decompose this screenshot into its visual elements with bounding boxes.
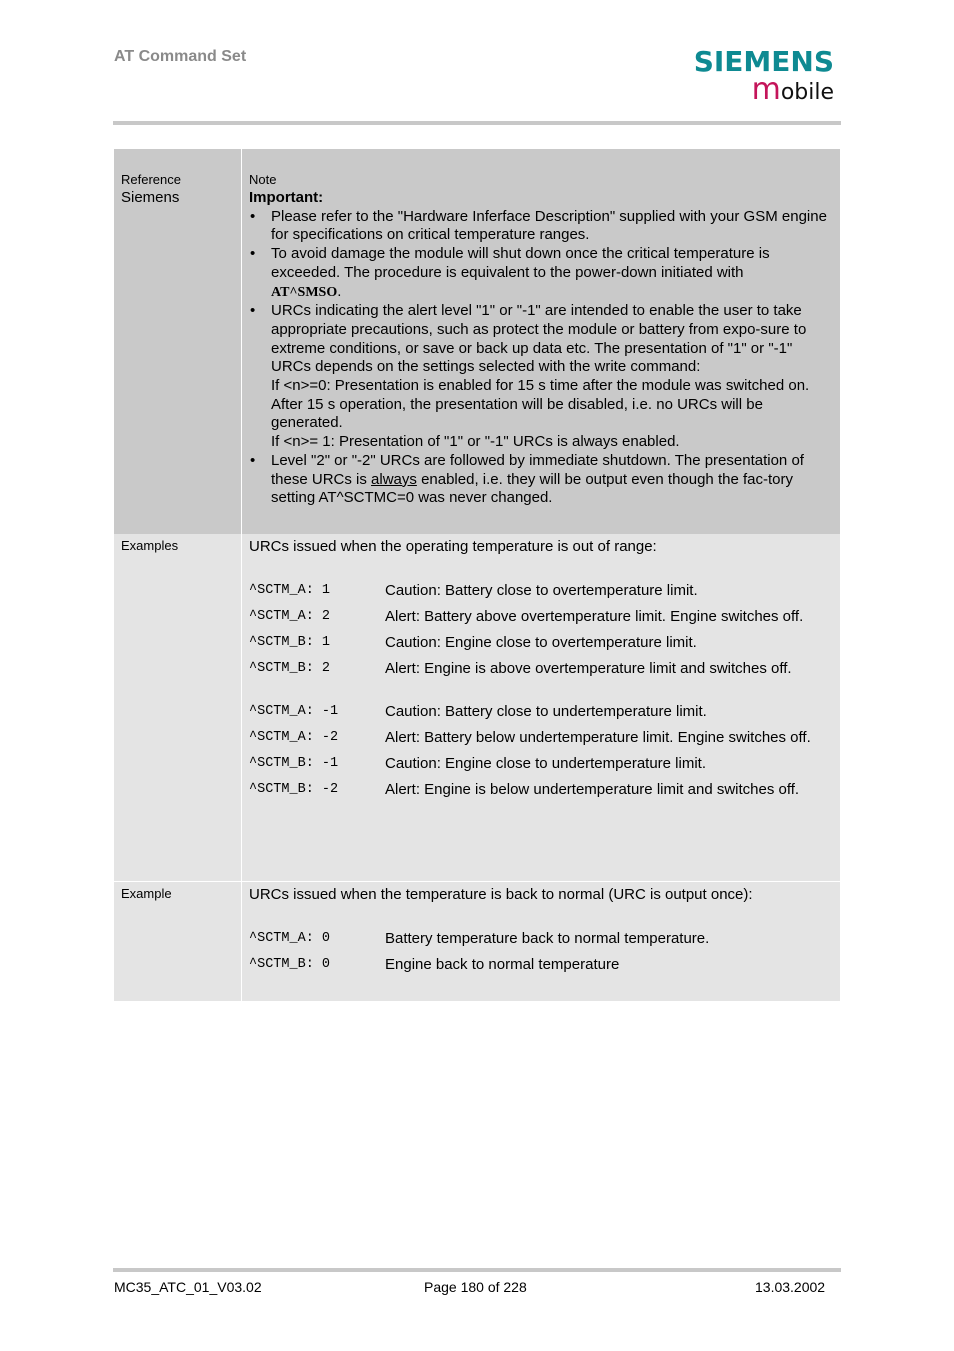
example-label: Example bbox=[121, 886, 172, 901]
note-bullet: • Please refer to the "Hardware Inferface Description" supplied with your GSM engine for specifications on critical temperature ranges. bbox=[271, 208, 834, 245]
example-line: ^SCTM_B: -1 Caution: Engine close to undertemperature limit. bbox=[249, 755, 707, 773]
example-line: ^SCTM_B: 1 Caution: Engine close to overtemperature limit. bbox=[249, 633, 697, 651]
reference-label: Reference bbox=[121, 172, 181, 187]
reference-row bbox=[114, 149, 840, 534]
smso-command: AT^SMSO bbox=[271, 284, 338, 300]
examples-cell bbox=[242, 534, 840, 881]
note-bullet: • Level "2" or "-2" URCs are followed by immediate shutdown. The presentation of these URCs is always enabled, i.e. they will be output even though the fac-tory setting AT^SCTMC=0 was never changed. bbox=[271, 452, 834, 508]
note-list bbox=[249, 208, 834, 508]
note-label: Note bbox=[249, 172, 277, 187]
footer-page-number: Page 180 of 228 bbox=[424, 1279, 527, 1295]
note-cell bbox=[242, 149, 840, 534]
siemens-mobile-logo bbox=[692, 45, 838, 105]
example-row bbox=[114, 881, 840, 1001]
examples-row bbox=[114, 534, 840, 881]
example-line: ^SCTM_A: -2 Alert: Battery below undertemperature limit. Engine switches off. bbox=[249, 729, 811, 747]
important-heading: Important: bbox=[249, 189, 324, 206]
example-line: ^SCTM_A: 1 Caution: Battery close to overtemperature limit. bbox=[249, 581, 698, 599]
logo-brand: SIEMENS bbox=[693, 45, 834, 78]
example-line: ^SCTM_A: 2 Alert: Battery above overtemperature limit. Engine switches off. bbox=[249, 607, 804, 625]
logo-mobile: mobile bbox=[751, 72, 834, 107]
example-line: ^SCTM_A: -1 Caution: Battery close to undertemperature limit. bbox=[249, 703, 707, 721]
example-intro: URCs issued when the temperature is back to normal (URC is output once): bbox=[249, 886, 753, 903]
note-bullet: • URCs indicating the alert level "1" or "-1" are intended to enable the user to take appropriate precautions, such as protect the module or battery from expo-sure to extreme conditions, or save or back up data etc. The presentation of "1" or "-1" URCs depends on the settings selected with the write command: If <n>=0: Presentation is enabled for 15 s time after the module was switched on. After 15 s operation, the presentation will be disabled, i.e. no URCs will be generated. If <n>= 1: Presentation of "1" or "-1" URCs is always enabled. bbox=[271, 302, 834, 452]
examples-label: Examples bbox=[121, 538, 179, 553]
note-bullet: • To avoid damage the module will shut down once the critical temperature is exceeded. The procedure is equivalent to the power-down initiated with AT^SMSO. bbox=[271, 245, 834, 302]
example-line: ^SCTM_A: 0 Battery temperature back to normal temperature. bbox=[249, 929, 710, 947]
header-rule bbox=[113, 121, 841, 125]
command-table bbox=[114, 149, 840, 1001]
reference-value: Siemens bbox=[121, 189, 180, 206]
examples-label-cell bbox=[114, 534, 242, 881]
example-line: ^SCTM_B: 0 Engine back to normal temperature bbox=[249, 956, 620, 974]
footer-doc-id: MC35_ATC_01_V03.02 bbox=[114, 1279, 262, 1295]
footer-date: 13.03.2002 bbox=[755, 1279, 826, 1295]
reference-cell bbox=[114, 149, 242, 534]
examples-intro: URCs issued when the operating temperature is out of range: bbox=[249, 538, 657, 555]
example-line: ^SCTM_B: -2 Alert: Engine is below undertemperature limit and switches off. bbox=[249, 781, 800, 799]
example-label-cell bbox=[114, 882, 242, 1001]
header-title: AT Command Set bbox=[114, 48, 247, 65]
example-cell bbox=[242, 882, 840, 1001]
footer-rule bbox=[113, 1268, 841, 1272]
example-line: ^SCTM_B: 2 Alert: Engine is above overtemperature limit and switches off. bbox=[249, 659, 792, 677]
